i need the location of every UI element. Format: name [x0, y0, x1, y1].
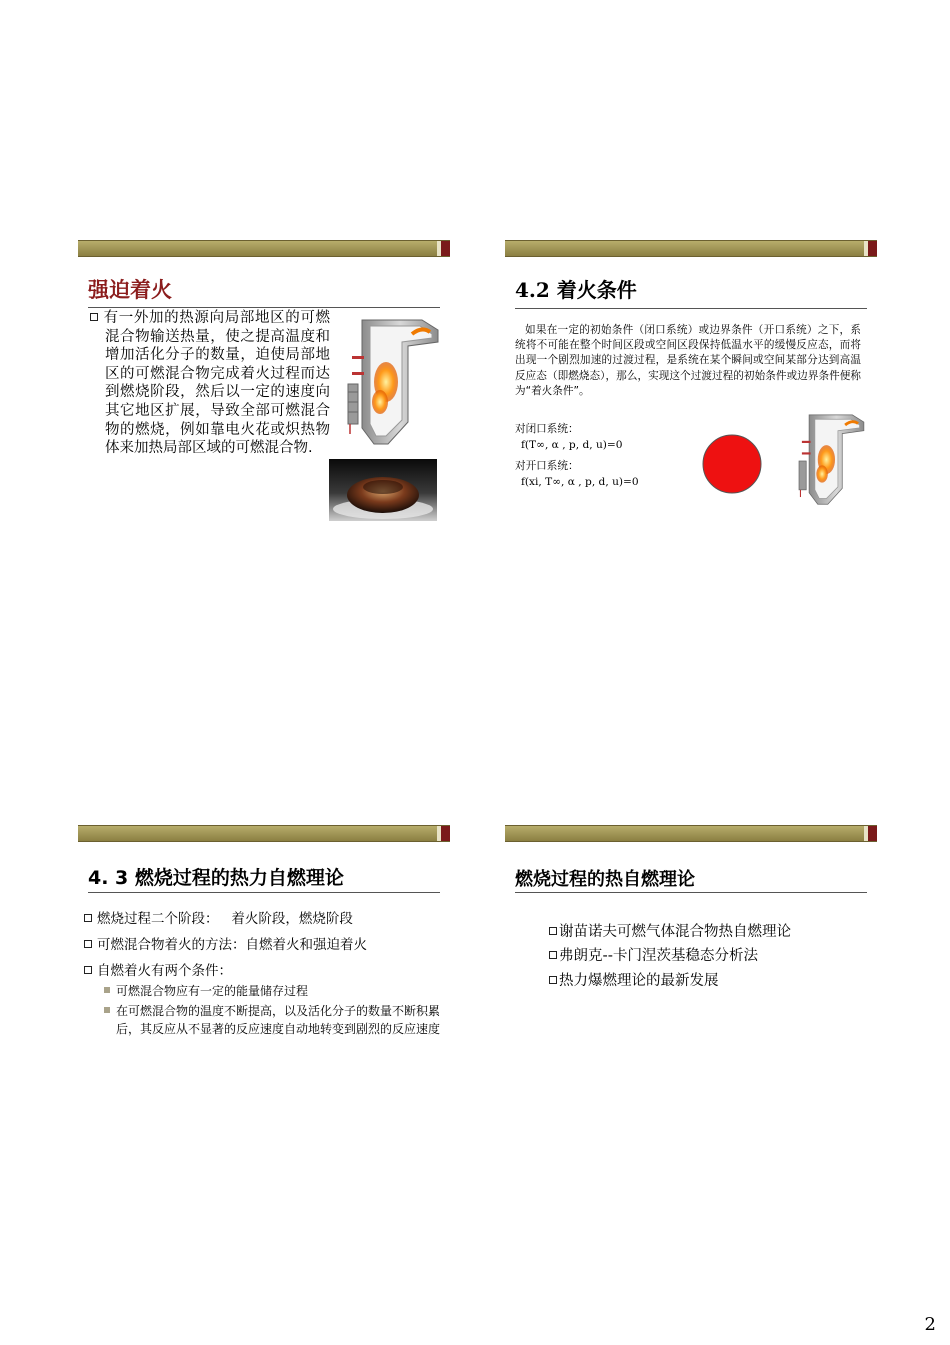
- title-rule: [88, 307, 440, 308]
- sub-bullet-icon: [104, 1007, 110, 1013]
- slide-header-bar: [505, 240, 877, 257]
- title-rule: [88, 892, 440, 893]
- open-system-formula: f(xi, T∞, α , p, d, u)=0: [521, 476, 639, 488]
- slide-forced-ignition: [78, 240, 450, 540]
- bullet-item: [84, 933, 367, 953]
- bullet-item: [90, 309, 330, 458]
- boiler-furnace-image: [789, 412, 871, 510]
- title-rule: [515, 892, 867, 893]
- open-system-label: 对开口系统：: [515, 460, 579, 472]
- list-item-text: 谢苗诺夫可燃气体混合物热自燃理论: [559, 924, 791, 940]
- slide-title: 强迫着火: [88, 278, 172, 302]
- list-item: [549, 944, 758, 965]
- red-circle-shape: [701, 433, 763, 495]
- closed-system-formula: f(T∞, α , p, d, u)=0: [521, 439, 623, 451]
- definition-paragraph: 如果在一定的初始条件（闭口系统）或边界条件（开口系统）之下，系统将不可能在整个时间区段或空间区段保持低温水平的缓慢反应态，而将出现一个剧烈加速的过渡过程，是系统在某个瞬间或空间某部分达到高温反应态（即燃烧态），那么，实现这个过渡过程的初始条件或边界条件便称为“着火条件”。: [515, 324, 861, 397]
- slide-header-bar: [78, 825, 450, 842]
- square-bullet-icon: [549, 927, 557, 935]
- list-item: [549, 969, 719, 990]
- square-bullet-icon: [90, 313, 98, 321]
- bullet-text: 有一外加的热源向局部地区的可燃混合物输送热量，使之提高温度和增加活化分子的数量，迫使局部地区的可燃混合物完成着火过程而达到燃烧阶段，然后以一定的速度向其它地区扩展，导致全部可燃混合物的燃烧，例如靠电火花或炽热物体来加热局部区域的可燃混合物.: [103, 310, 330, 457]
- list-item-text: 弗朗克--卡门涅茨基稳态分析法: [559, 948, 758, 964]
- bullet-text: 燃烧过程二个阶段： 着火阶段，燃烧阶段: [97, 911, 353, 927]
- hot-object-photo: [329, 459, 437, 521]
- closed-system-label: 对闭口系统：: [515, 423, 579, 435]
- slide-ignition-conditions: [505, 240, 877, 540]
- sub-bullet-text: 在可燃混合物的温度不断提高，以及活化分子的数量不断积累后，其反应从不显著的反应速度自动地转变到剧烈的反应速度: [116, 1004, 441, 1036]
- boiler-furnace-image: [338, 316, 444, 452]
- bullet-text: 自燃着火有两个条件：: [97, 963, 232, 979]
- bullet-item: [84, 907, 353, 927]
- slide-header-bar: [505, 825, 877, 842]
- bullet-text: 可燃混合物着火的方法：自燃着火和强迫着火: [97, 937, 367, 953]
- slide-header-bar: [78, 240, 450, 257]
- square-bullet-icon: [84, 966, 92, 974]
- list-item-text: 热力爆燃理论的最新发展: [559, 973, 719, 989]
- sub-bullet-item: [104, 1003, 456, 1038]
- slide-thermal-autoignition-theories: [505, 825, 877, 1125]
- sub-bullet-icon: [104, 987, 110, 993]
- slide-title: 燃烧过程的热自燃理论: [515, 869, 695, 890]
- title-rule: [515, 308, 867, 309]
- slide-title: 4.2 着火条件: [515, 278, 637, 302]
- page-number: 2: [924, 1314, 936, 1335]
- slide-title: 4. 3 燃烧过程的热力自燃理论: [88, 867, 344, 889]
- bullet-item: [84, 959, 232, 979]
- slide-thermal-autoignition: [78, 825, 450, 1125]
- sub-bullet-text: 可燃混合物应有一定的能量储存过程: [116, 984, 309, 998]
- sub-bullet-item: [104, 982, 308, 999]
- square-bullet-icon: [84, 914, 92, 922]
- square-bullet-icon: [549, 976, 557, 984]
- square-bullet-icon: [84, 940, 92, 948]
- list-item: [549, 920, 791, 941]
- square-bullet-icon: [549, 951, 557, 959]
